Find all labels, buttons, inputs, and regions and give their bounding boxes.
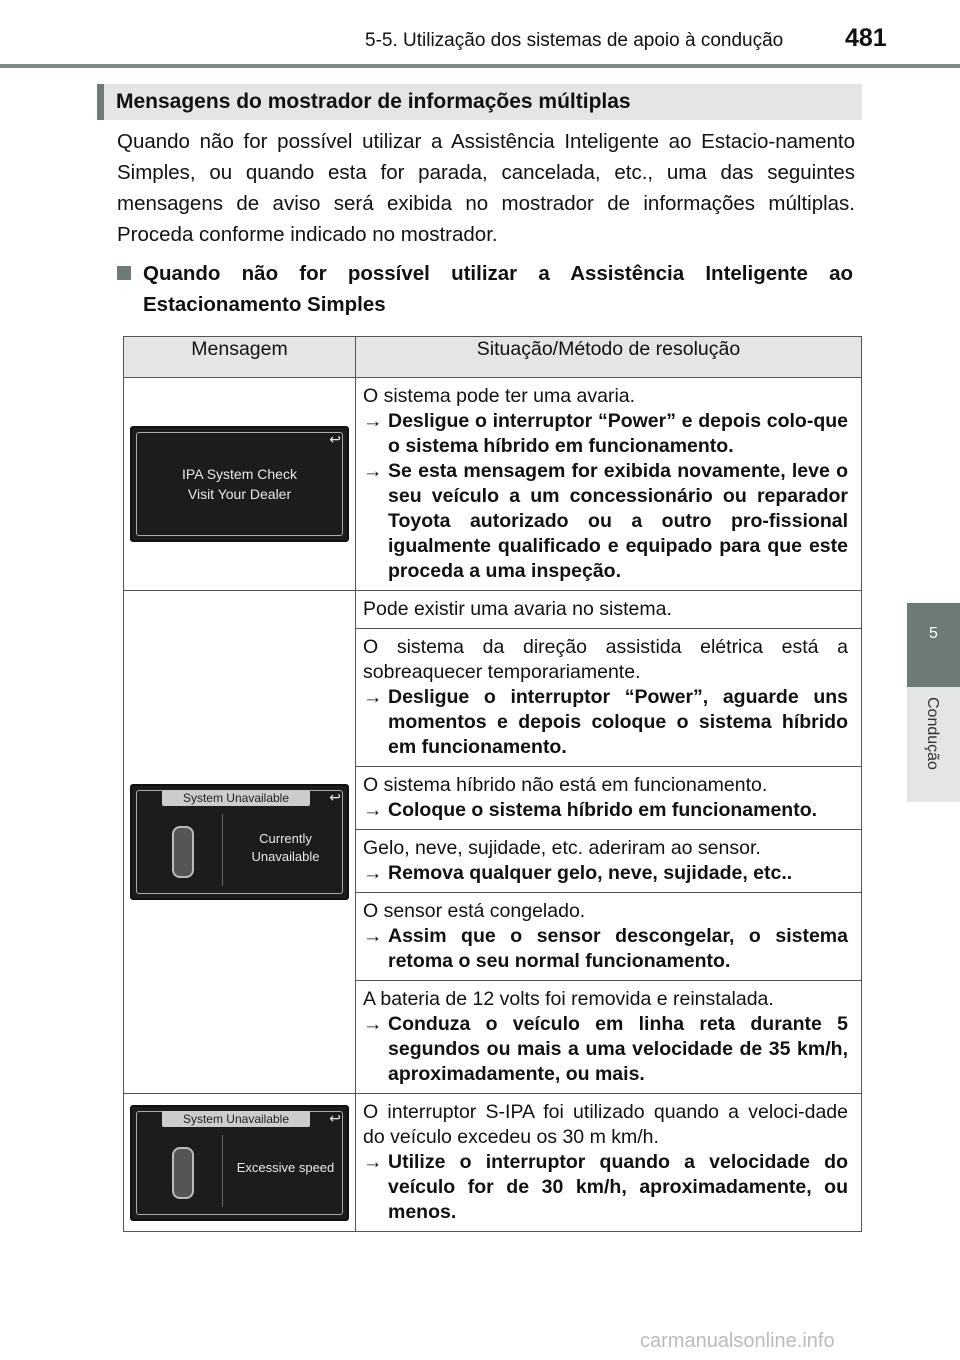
col-header-resolution: Situação/Método de resolução <box>356 337 862 378</box>
watermark: carmanualsonline.info <box>640 1330 835 1352</box>
resolution-step: → Utilize o interruptor quando a velocidade do veículo for de 30 km/h, aproximadamente, ou menos. <box>363 1151 848 1223</box>
table-row: System Unavailable ↩ Currently Unavailable Pode existir uma avaria no sistema. <box>124 591 862 629</box>
table-row: O sistema da direção assistida elétrica está a sobreaquecer temporariamente. → Desligue o interruptor “Power”, aguarde uns momentos e depois coloque o sistema híbrido em funcionamento. <box>124 629 862 767</box>
chapter-title: 5-5. Utilização dos sistemas de apoio à condução <box>365 30 784 51</box>
display-screen-excessive-speed: System Unavailable ↩ Excessive speed <box>130 1105 349 1221</box>
subheading: Quando não for possível utilizar a Assistência Inteligente ao Estacionamento Simples <box>117 258 855 320</box>
header-divider <box>0 64 960 68</box>
section-title: Mensagens do mostrador de informações múltiplas <box>97 84 862 120</box>
chapter-tab-label: Condução <box>907 687 960 802</box>
intro-paragraph: Quando não for possível utilizar a Assistência Inteligente ao Estacio-namento Simples, ou quando esta for parada, cancelada, etc., uma das seguintes mensagens de aviso será exibida no mostrador de informações múltiplas. Proceda conforme indicado no mostrador. <box>117 130 855 246</box>
display-screen-ipa-check: ↩ IPA System Check Visit Your Dealer <box>130 426 349 542</box>
arrow-icon: → <box>363 460 383 482</box>
arrow-icon: → <box>363 686 383 708</box>
page-number: 481 <box>845 24 887 52</box>
chapter-tab[interactable]: 5 <box>907 603 960 687</box>
table-row: A bateria de 12 volts foi removida e reinstalada. → Conduza o veículo em linha reta durante 5 segundos ou mais a uma velocidade de 35 km/h, aproximadamente, ou mais. <box>124 981 862 1094</box>
table-row: O sensor está congelado. → Assim que o sensor descongelar, o sistema retoma o seu normal funcionamento. <box>124 893 862 981</box>
car-icon <box>172 1147 194 1199</box>
car-icon <box>172 826 194 878</box>
resolution-step: → Coloque o sistema híbrido em funcionamento. <box>363 799 818 821</box>
arrow-icon: → <box>363 925 383 947</box>
arrow-icon: → <box>363 410 383 432</box>
back-icon: ↩ <box>329 1109 341 1126</box>
arrow-icon: → <box>363 862 383 884</box>
table-row: ↩ IPA System Check Visit Your Dealer O sistema pode ter uma avaria. → Desligue o interruptor “Power” e depois colo-que o sistema híbrido em funcionamento. → Se esta mensagem for exibida novamente, leve o seu veículo a um concessionário ou reparador Toyota autorizado ou a outro pro-fissional igualmente qualificado e equipado para que este proceda a uma inspeção. <box>124 378 862 591</box>
resolution-step: → Assim que o sensor descongelar, o sistema retoma o seu normal funcionamento. <box>363 925 848 972</box>
table-row: System Unavailable ↩ Excessive speed O interruptor S-IPA foi utilizado quando a veloci-dade do veículo excedeu os 30 m km/h. → Utilize o interruptor quando a velocidade do veículo for de 30 km/h, aproximadamente, ou menos. <box>124 1094 862 1232</box>
back-icon: ↩ <box>329 431 341 447</box>
resolution-step: → Conduza o veículo em linha reta durante 5 segundos ou mais a uma velocidade de 35 km/h, aproximadamente, ou mais. <box>363 1013 848 1085</box>
square-bullet-icon <box>117 266 131 280</box>
resolution-step: → Desligue o interruptor “Power” e depois colo-que o sistema híbrido em funcionamento. <box>363 410 848 457</box>
resolution-step: → Desligue o interruptor “Power”, aguarde uns momentos e depois coloque o sistema híbrido em funcionamento. <box>363 686 848 758</box>
table-row: Gelo, neve, sujidade, etc. aderiram ao sensor. → Remova qualquer gelo, neve, sujidade, etc.. <box>124 830 862 893</box>
table-row: O sistema híbrido não está em funcionamento. → Coloque o sistema híbrido em funcionamento. <box>124 767 862 830</box>
message-table <box>123 336 862 1232</box>
arrow-icon: → <box>363 1013 383 1035</box>
resolution-step: → Se esta mensagem for exibida novamente, leve o seu veículo a um concessionário ou reparador Toyota autorizado ou a outro pro-fissional igualmente qualificado e equipado para que este proceda a uma inspeção. <box>363 460 848 582</box>
display-screen-unavailable: System Unavailable ↩ Currently Unavailable <box>130 784 349 900</box>
resolution-step: → Remova qualquer gelo, neve, sujidade, etc.. <box>363 862 793 884</box>
arrow-icon: → <box>363 1151 383 1173</box>
back-icon: ↩ <box>329 789 341 805</box>
col-header-message: Mensagem <box>124 337 356 378</box>
arrow-icon: → <box>363 799 383 821</box>
